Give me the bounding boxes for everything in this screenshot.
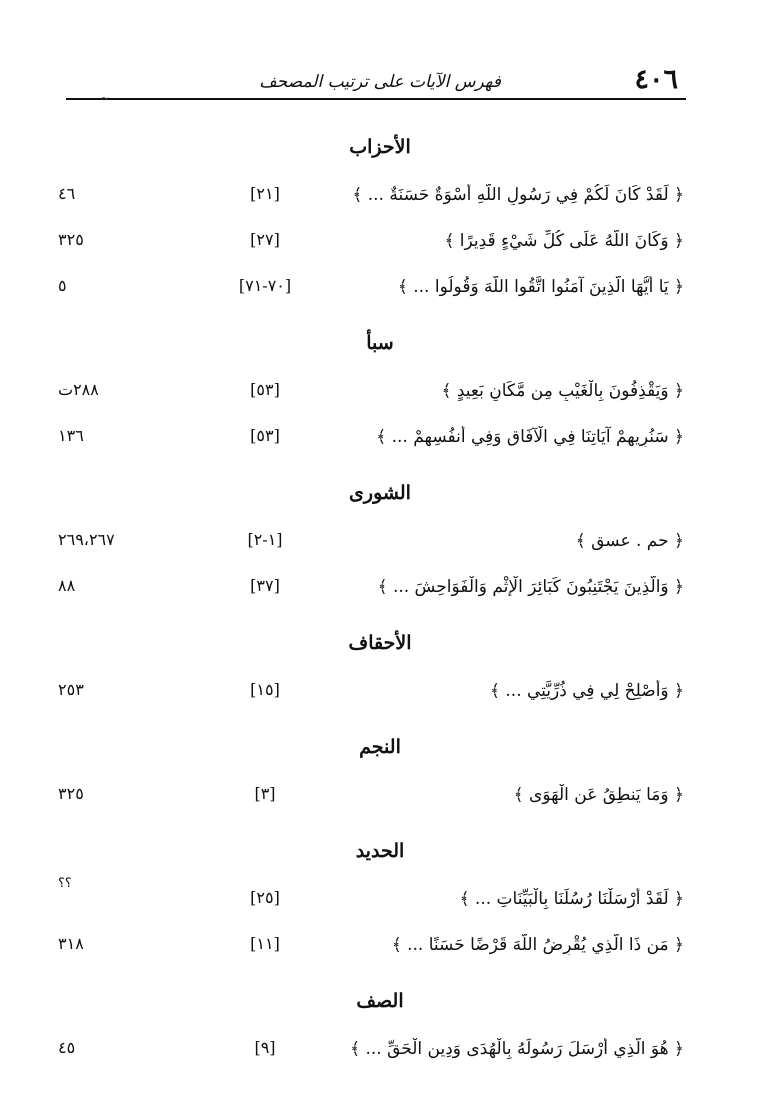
verse-entry — [0, 372, 760, 418]
verse-text: ﴿ وَكَانَ اللَّهُ عَلَى كُلِّ شَيْءٍ قَدِيرًا ﴾ — [444, 231, 684, 251]
verse-entry — [0, 926, 760, 972]
verse-page-number: ٥ — [58, 276, 67, 295]
verse-reference: [١-٢] — [247, 530, 283, 549]
verse-text: ﴿ وَأَصْلِحْ لِي فِي ذُرِّيَّتِي ... ﴾ — [490, 681, 684, 701]
verse-page-number: ٣١٨ — [58, 934, 84, 953]
surah-heading: النجم — [359, 736, 401, 758]
verse-text: ﴿ وَمَا يَنطِقُ عَنِ الْهَوَى ﴾ — [513, 785, 684, 805]
verse-text: ﴿ وَالَّذِينَ يَجْتَنِبُونَ كَبَائِرَ الْإِثْمِ وَالْفَوَاحِشَ ... ﴾ — [377, 577, 684, 597]
surah-section — [0, 628, 760, 718]
verse-text: ﴿ سَنُرِيهِمْ آيَاتِنَا فِي الْآفَاقِ وَفِي أَنفُسِهِمْ ... ﴾ — [376, 427, 684, 447]
verse-reference: [١٥] — [250, 680, 280, 699]
verse-page-number: ٣٢٥ — [58, 784, 84, 803]
verse-reference: [٣٧] — [250, 576, 280, 595]
verse-reference: [٢١] — [250, 184, 280, 203]
verse-entry — [0, 876, 760, 926]
verse-page-number: ٢٥٣ — [58, 680, 84, 699]
verse-entry — [0, 568, 760, 614]
surah-heading: الصف — [356, 990, 404, 1012]
verse-page-number: ٢٨٨ت — [58, 380, 99, 399]
verse-reference: [٩] — [254, 1038, 276, 1057]
surah-heading: الأحقاف — [348, 632, 412, 654]
surah-section — [0, 986, 760, 1076]
surah-section — [0, 132, 760, 314]
surah-section — [0, 328, 760, 464]
page-number: ٤٠٦ — [634, 64, 678, 95]
verse-text: ﴿ مَن ذَا الَّذِي يُقْرِضُ اللَّهَ قَرْضًا حَسَنًا ... ﴾ — [391, 935, 684, 955]
surah-heading: سبأ — [366, 332, 394, 354]
running-title: فهرس الآيات على ترتيب المصحف — [259, 72, 501, 92]
surah-heading: الشورى — [349, 482, 411, 504]
verse-text: ﴿ يَا أَيُّهَا الَّذِينَ آمَنُوا اتَّقُوا اللَّهَ وَقُولُوا ... ﴾ — [397, 277, 684, 297]
verse-text: ﴿ وَيَقْذِفُونَ بِالْغَيْبِ مِن مَّكَانٍ بَعِيدٍ ﴾ — [441, 381, 684, 401]
verse-page-number: ٣٢٥ — [58, 230, 84, 249]
verse-page-number: ؟؟ — [58, 876, 72, 891]
rule-flourish-icon: ∼ — [100, 91, 111, 105]
surah-section — [0, 732, 760, 822]
surah-heading: الأحزاب — [349, 136, 411, 158]
verse-entry — [0, 176, 760, 222]
surah-heading: الحديد — [355, 840, 405, 862]
verse-page-number: ٢٦٩،٢٦٧ — [58, 530, 115, 549]
header-rule — [66, 98, 686, 100]
verse-page-number: ٨٨ — [58, 576, 76, 595]
verse-reference: [١١] — [250, 934, 280, 953]
surah-section — [0, 836, 760, 972]
verse-reference: [٧٠-٧١] — [238, 276, 292, 295]
verse-reference: [٥٣] — [250, 426, 280, 445]
verse-text: ﴿ حم . عسق ﴾ — [575, 531, 684, 551]
verse-entry — [0, 672, 760, 718]
verse-reference: [٢٧] — [250, 230, 280, 249]
verse-reference: [٢٥] — [250, 888, 280, 907]
verse-page-number: ٤٦ — [58, 184, 76, 203]
verse-index — [0, 118, 760, 1076]
verse-reference: [٣] — [254, 784, 276, 803]
verse-entry — [0, 418, 760, 464]
verse-reference: [٥٣] — [250, 380, 280, 399]
verse-entry — [0, 222, 760, 268]
verse-page-number: ١٣٦ — [58, 426, 84, 445]
verse-entry — [0, 776, 760, 822]
verse-text: ﴿ لَقَدْ أَرْسَلْنَا رُسُلَنَا بِالْبَيِّنَاتِ ... ﴾ — [459, 889, 684, 909]
verse-page-number: ٤٥ — [58, 1038, 76, 1057]
verse-entry — [0, 1030, 760, 1076]
verse-text: ﴿ هُوَ الَّذِي أَرْسَلَ رَسُولَهُ بِالْهُدَى وَدِينِ الْحَقِّ ... ﴾ — [350, 1039, 684, 1059]
verse-entry — [0, 522, 760, 568]
verse-entry — [0, 268, 760, 314]
verse-text: ﴿ لَقَدْ كَانَ لَكُمْ فِي رَسُولِ اللَّهِ أُسْوَةٌ حَسَنَةٌ ... ﴾ — [352, 185, 684, 205]
surah-section — [0, 478, 760, 614]
